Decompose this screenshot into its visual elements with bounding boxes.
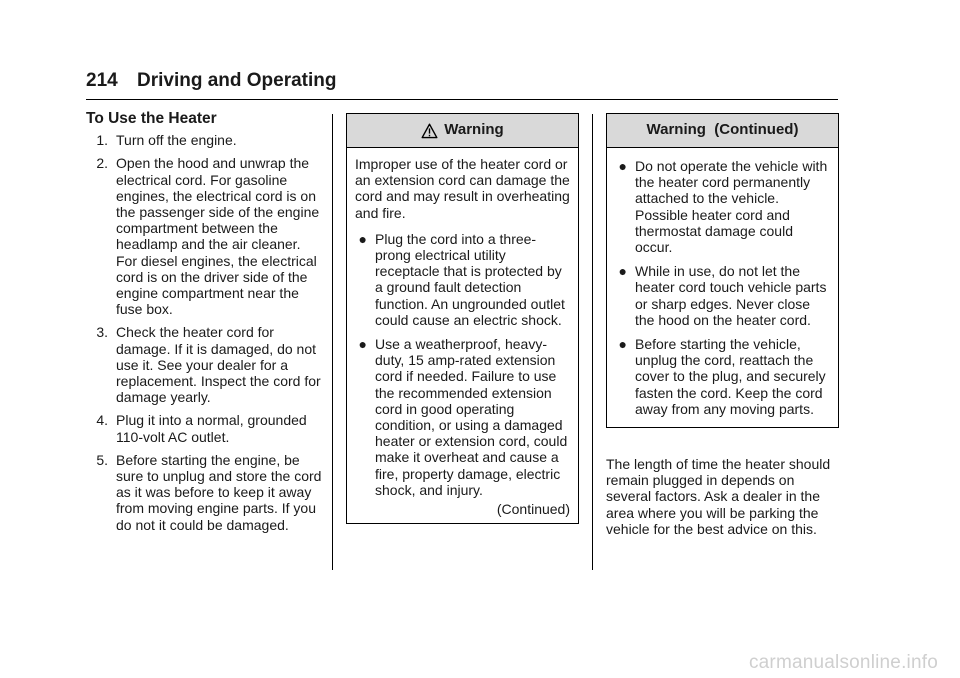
step-number: 3. [96,324,108,341]
bullet-mark: ● [618,263,627,280]
list-item [86,324,322,405]
list-item [86,132,322,148]
warning-title: Warning [444,121,504,139]
warning-header [347,114,578,148]
bullet-mark: ● [618,336,627,353]
page-number: 214 [86,70,118,91]
step-text: Open the hood and unwrap the electrical cord. For gasoline engines, the electrical cord is on the passenger side of the engine compartment between the headlamp and the air cleaner. For diesel engines, the electrical cord is on the driver side of the engine compartment near the fuse box. [116,155,320,318]
step-text: Before starting the engine, be sure to unplug and store the cord as it was before to keep it away from moving engine parts. If you do not it could be damaged. [116,451,322,533]
bullet-text: Use a weatherproof, heavy-duty, 15 amp-rated extension cord if needed. Failure to use the recommended extension cord in good operating condition, or using a damaged heater or extension cord, could make it overheat and cause a fire, property damage, electric shock, and injury. [375,336,568,498]
bullet-text: Before starting the vehicle, unplug the cord, reattach the cover to the plug, and securely fasten the cord. Keep the cord away from any moving parts. [635,336,826,417]
bullet-mark: ● [618,158,627,174]
list-item [86,412,322,444]
list-item [355,336,570,498]
step-number: 1. [96,132,108,149]
bullet-text: Do not operate the vehicle with the heater cord permanently attached to the vehicle. Possible heater cord and thermostat damage could occur. [635,158,828,256]
step-number: 5. [96,451,108,468]
closing-paragraph: The length of time the heater should remain plugged in depends on several factors. Ask a dealer in the area where you will be parking the vehicle for the best advice on this. [606,456,831,537]
step-text: Check the heater cord for damage. If it is damaged, do not use it. See your dealer for a replacement. Inspect the cord for damage yearly. [116,324,321,406]
section-title: To Use the Heater [86,110,217,127]
steps-list [86,132,322,533]
bullet-text: While in use, do not let the heater cord touch vehicle parts or sharp edges. Never close the hood on the heater cord. [635,263,827,328]
page-chapter-title: Driving and Operating [136,70,337,91]
left-column [86,111,322,540]
warning-continued-body [607,148,838,427]
column-divider-left [332,114,333,570]
list-item [355,231,570,328]
watermark-text: carmanualsonline.info [748,652,938,673]
bullet-mark: ● [358,336,367,353]
header-rule [86,99,838,100]
warning-triangle-icon [421,123,438,139]
list-item [86,452,322,533]
list-item [615,158,830,255]
warning-continued-title: Warning (Continued) [646,121,799,139]
step-number: 4. [96,412,108,429]
list-item [615,263,830,328]
warning-box [346,113,579,524]
bullet-mark: ● [358,230,367,247]
step-text: Turn off the engine. [116,132,237,149]
warning-continued-box [606,113,839,428]
bullet-text: Plug the cord into a three-prong electrical utility receptacle that is protected by a ground fault detection function. An ungrounded outlet could cause an electric shock. [375,230,565,328]
warning-intro: Improper use of the heater cord or an extension cord can damage the cord and may result in overheating and fire. [355,156,570,221]
column-divider-right [592,114,593,570]
list-item [86,155,322,317]
step-text: Plug it into a normal, grounded 110-volt AC outlet. [116,412,307,445]
warning-continued-header [607,114,838,148]
continued-label: (Continued) [496,501,570,518]
step-number: 2. [96,155,108,172]
warning-body [347,148,578,523]
page-header [86,70,337,92]
list-item [615,336,830,417]
